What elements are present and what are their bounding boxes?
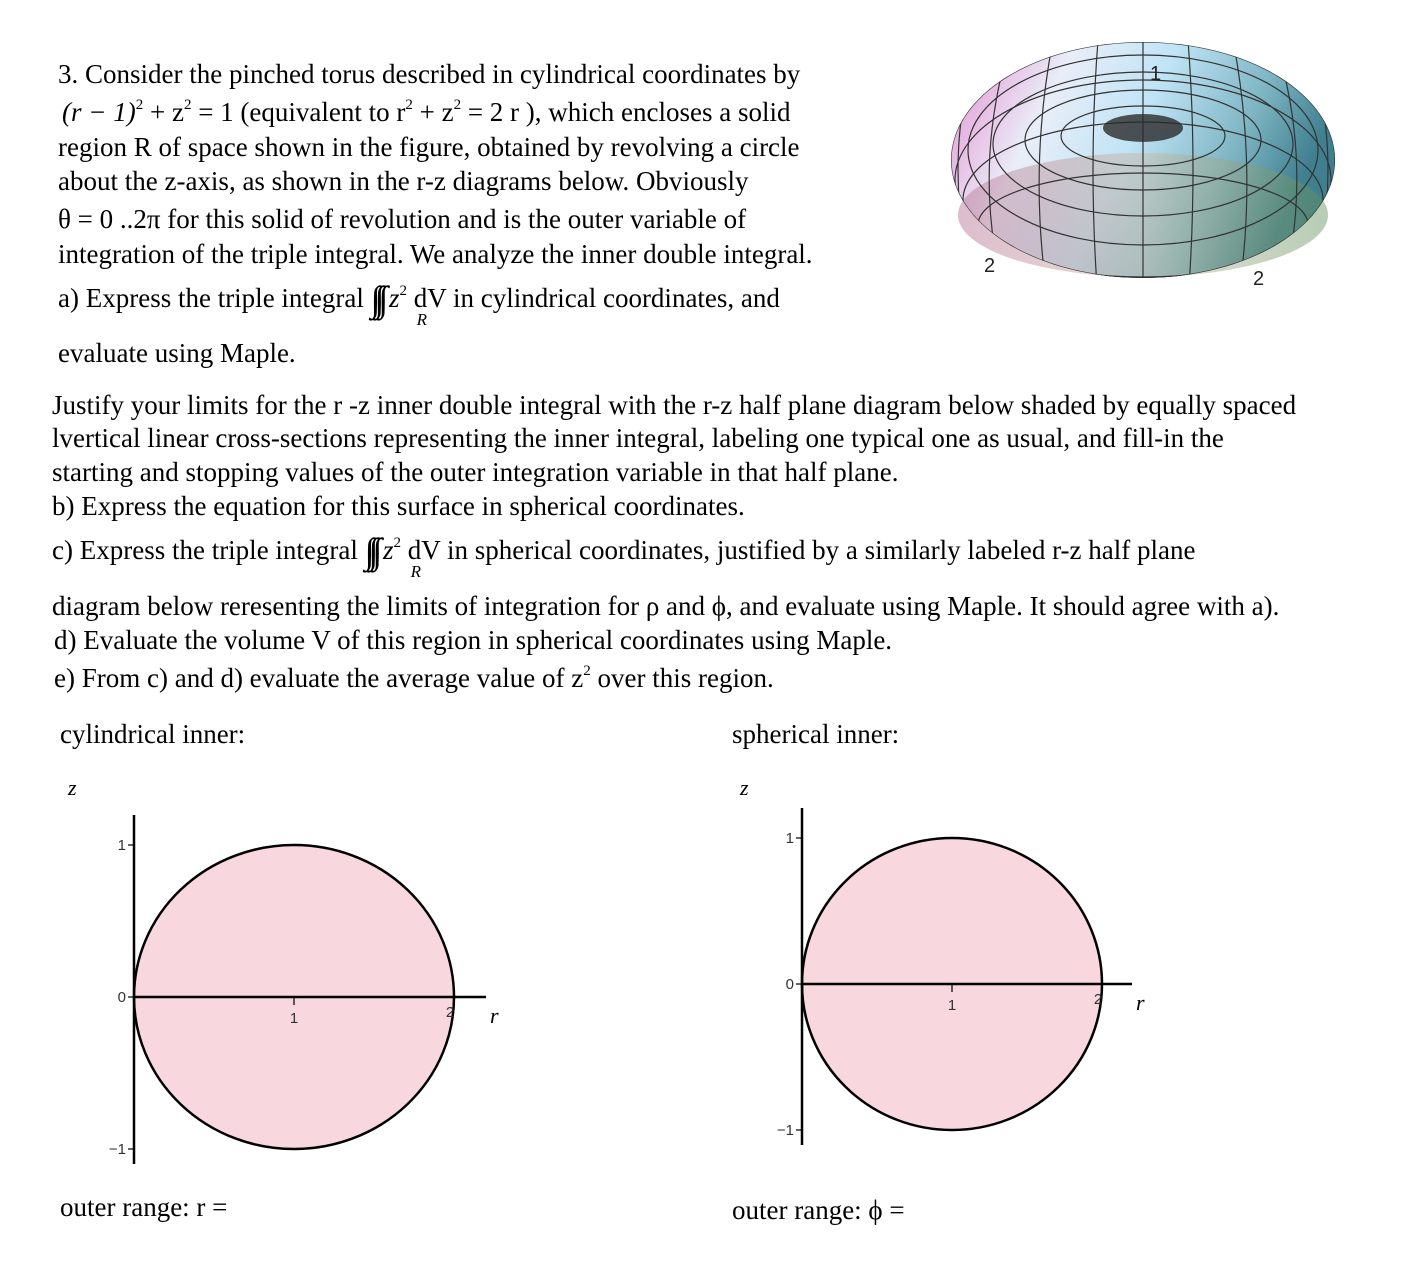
part-e-exp: 2 — [583, 663, 591, 679]
torus-label-2-right: 2 — [1253, 268, 1265, 290]
part-c-text: c) Express the triple integral — [52, 535, 365, 565]
problem-line-4: about the z-axis, as shown in the r-z diagrams below. Obviously — [58, 166, 749, 196]
part-a-text: a) Express the triple integral — [58, 283, 371, 313]
integral-region: R — [410, 562, 422, 581]
eq-exp-c: 2 — [405, 97, 413, 113]
integrand-a: z — [382, 283, 400, 313]
problem-line-1: 3. Consider the pinched torus described in cylindrical coordinates by — [58, 59, 801, 89]
z-axis-label: z — [68, 775, 77, 800]
x-tick-label-1: 1 — [289, 1010, 299, 1027]
x-tick-label-1: 1 — [947, 997, 957, 1014]
r-axis-label: r — [490, 1003, 499, 1028]
part-e — [54, 661, 774, 695]
torus-label-2-left: 2 — [984, 255, 996, 277]
y-tick-label-0: 0 — [117, 989, 126, 1006]
integrand-c-exp: 2 — [393, 535, 401, 551]
eq-part-b: + z — [143, 97, 184, 127]
justify-line-1: Justify your limits for the r -z inner double integral with the r-z half plane diagram below shaded by equally spaced — [52, 390, 1297, 420]
problem-line-2 — [62, 95, 790, 129]
torus-label-1: 1 — [1150, 63, 1162, 85]
cylindrical-plot — [50, 765, 520, 1175]
torus-figure — [948, 40, 1338, 300]
y-tick-label-1: 1 — [117, 837, 126, 854]
triple-integral-a — [370, 279, 428, 329]
part-a-tail: dV in cylindrical coordinates, and — [407, 283, 780, 313]
problem-line-5: θ = 0 ..2π for this solid of revolution and is the outer variable of — [58, 204, 747, 234]
problem-line-3: region R of space shown in the figure, obtained by revolving a circle — [58, 132, 800, 162]
integral-region: R — [416, 310, 428, 329]
y-tick-label-minus-1: −1 — [776, 1122, 794, 1139]
y-tick-label-0: 0 — [785, 976, 794, 993]
z-axis-label: z — [740, 775, 749, 800]
integral-sign: ∫∫∫ — [364, 531, 377, 571]
part-d: d) Evaluate the volume V of this region in spherical coordinates using Maple. — [54, 625, 893, 655]
eq-part-c: = 1 (equivalent to r — [191, 97, 406, 127]
part-e-tail: over this region. — [590, 663, 774, 693]
left-outer-range: outer range: r = — [60, 1192, 228, 1222]
part-c — [52, 531, 1196, 581]
right-plot-heading: spherical inner: — [732, 719, 900, 749]
torus-hole — [1103, 114, 1183, 142]
x-tick-label-2: 2 — [1093, 991, 1103, 1008]
y-tick-label-1: 1 — [785, 830, 794, 847]
x-tick-label-2: 2 — [445, 1004, 455, 1021]
part-e-text: e) From c) and d) evaluate the average value of z — [54, 663, 584, 693]
eq-part-d: + z — [412, 97, 454, 127]
part-b: b) Express the equation for this surface in spherical coordinates. — [52, 491, 745, 521]
eq-exp-a: 2 — [135, 97, 144, 113]
left-plot-heading: cylindrical inner: — [60, 719, 246, 749]
y-tick-label-minus-1: −1 — [108, 1141, 126, 1158]
justify-line-2: lvertical linear cross-sections representing the inner integral, labeling one typical one as usual, and fill-in the — [52, 423, 1224, 453]
part-c-tail: dV in spherical coordinates, justified by a similarly labeled r-z half plane — [401, 535, 1196, 565]
spherical-plot — [722, 765, 1192, 1165]
eq-part-a: (r − 1) — [62, 97, 136, 127]
eq-part-e: = 2 r ), which encloses a solid — [461, 97, 791, 127]
integrand-c: z — [376, 535, 394, 565]
eq-exp-d: 2 — [453, 97, 462, 113]
justify-line-3: starting and stopping values of the outer integration variable in that half plane. — [52, 457, 899, 487]
integral-sign: ∫∫∫ — [370, 279, 383, 319]
eq-exp-b: 2 — [183, 97, 192, 113]
problem-line-6: integration of the triple integral. We analyze the inner double integral. — [58, 239, 813, 269]
right-outer-range: outer range: ϕ = — [732, 1195, 905, 1225]
part-a — [58, 279, 780, 329]
integrand-a-exp: 2 — [399, 283, 407, 299]
problem-line-8: evaluate using Maple. — [58, 338, 296, 368]
part-c-line-2: diagram below reresenting the limits of integration for ρ and ϕ, and evaluate using Maple. It should agree with a). — [52, 591, 1280, 621]
triple-integral-c — [364, 531, 422, 581]
r-axis-label: r — [1136, 990, 1145, 1015]
